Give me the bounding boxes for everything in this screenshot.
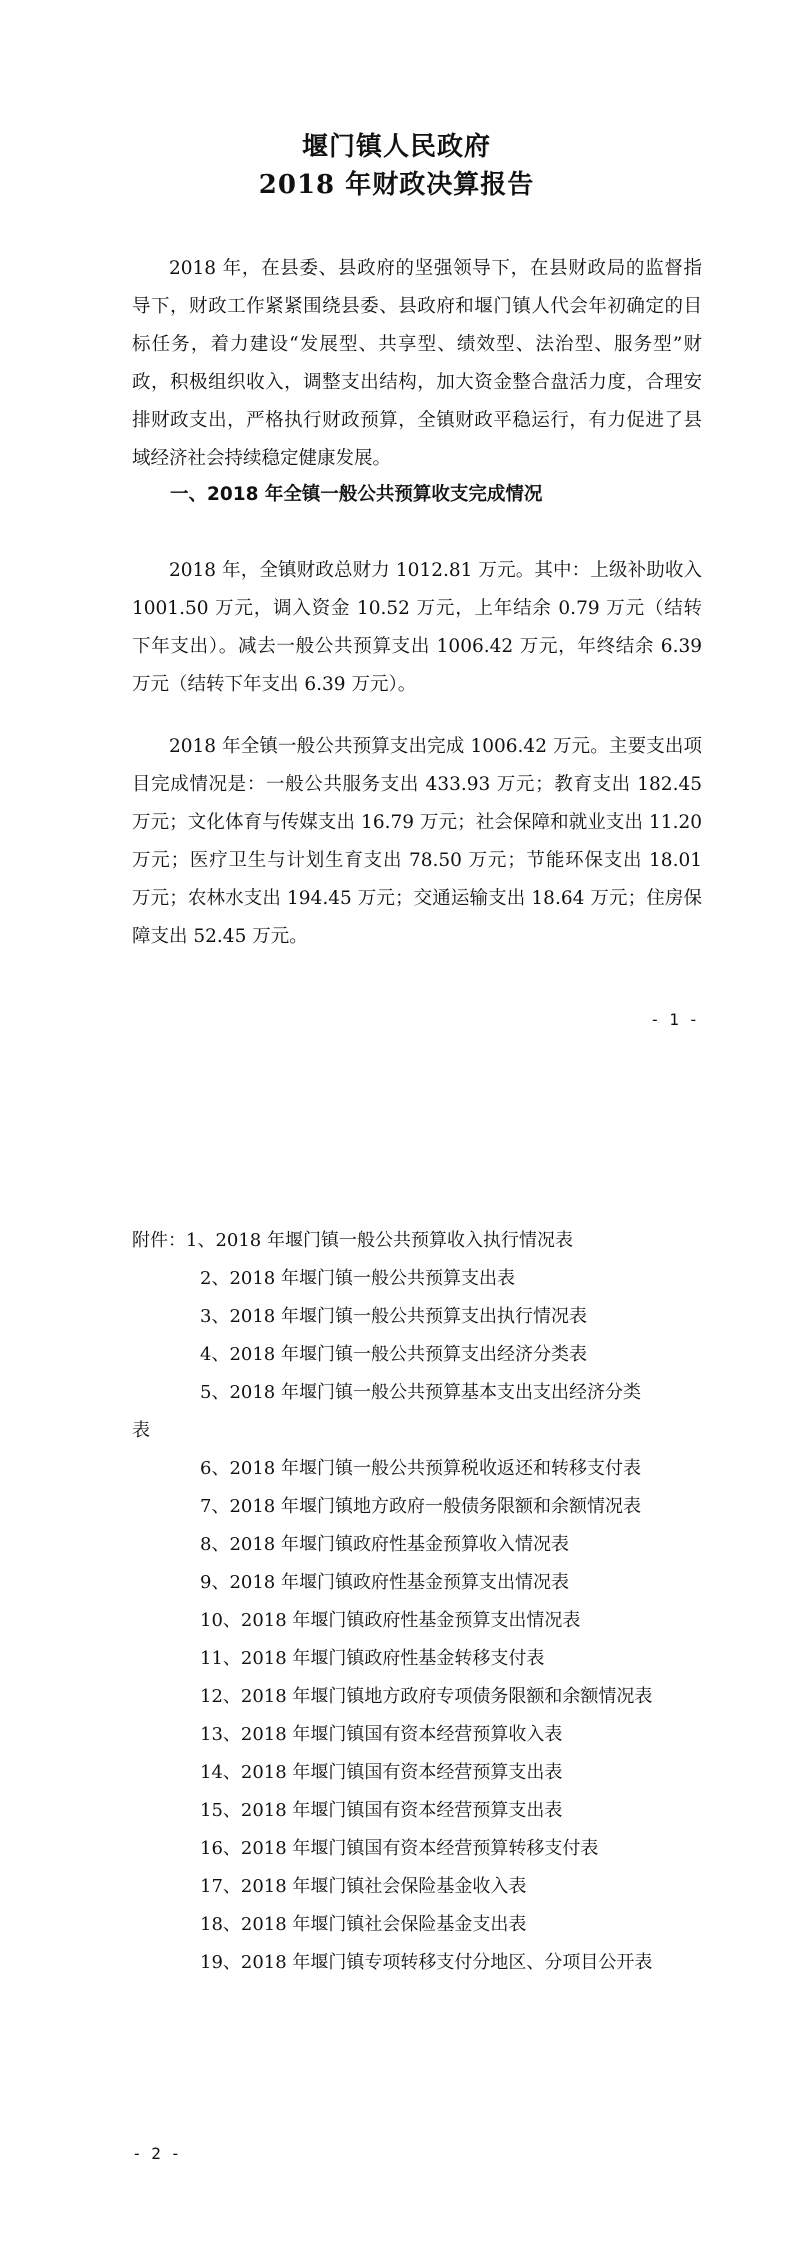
- attachment-item-10: 10、2018 年堰门镇政府性基金预算支出情况表: [200, 1610, 581, 1631]
- attachment-item-11: 11、2018 年堰门镇政府性基金转移支付表: [200, 1648, 545, 1669]
- attachment-item-9: 9、2018 年堰门镇政府性基金预算支出情况表: [200, 1572, 569, 1593]
- attachment-item-8: 8、2018 年堰门镇政府性基金预算收入情况表: [200, 1534, 569, 1555]
- page-number-2: - 2 -: [132, 2144, 181, 2163]
- expenditure-text: 2018 年全镇一般公共预算支出完成 1006.42 万元。主要支出项目完成情况是：一般公共服务支出 433.93 万元；教育支出 182.45 万元；文化体育与传媒支出 16.79 万元；社会保障和就业支出 11.20 万元；医疗卫生与计划生育支出 78.50 万元；节能环保支出 18.01 万元；农林水支出 194.45 万元；交通运输支出 18.64 万元；住房保障支出 52.45 万元。: [132, 736, 702, 947]
- attachment-item-15: 15、2018 年堰门镇国有资本经营预算支出表: [200, 1800, 563, 1821]
- intro-text: 2018 年，在县委、县政府的坚强领导下，在县财政局的监督指导下，财政工作紧紧围绕县委、县政府和堰门镇人代会年初确定的目标任务，着力建设“发展型、共享型、绩效型、法治型、服务型”财政，积极组织收入，调整支出结构，加大资金整合盘活力度，合理安排财政支出，严格执行财政预算，全镇财政平稳运行，有力促进了县域经济社会持续稳定健康发展。: [132, 258, 702, 469]
- report-title-line2: 2018 年财政决算报告: [258, 170, 535, 200]
- attachment-item-16: 16、2018 年堰门镇国有资本经营预算转移支付表: [200, 1838, 599, 1859]
- attachment-item-13: 13、2018 年堰门镇国有资本经营预算收入表: [200, 1724, 563, 1745]
- expenditure-paragraph: [132, 728, 702, 956]
- attachment-item-19: 19、2018 年堰门镇专项转移支付分地区、分项目公开表: [200, 1952, 653, 1973]
- report-title-line1: 堰门镇人民政府: [301, 132, 491, 162]
- report-page-2: [0, 1122, 793, 2244]
- attachment-item-14: 14、2018 年堰门镇国有资本经营预算支出表: [200, 1762, 563, 1783]
- attachment-item-3: 3、2018 年堰门镇一般公共预算支出执行情况表: [200, 1306, 587, 1327]
- section-heading: 一、2018 年全镇一般公共预算收支完成情况: [170, 484, 543, 505]
- attachment-label: 附件：: [132, 1230, 186, 1251]
- attachment-item-17: 17、2018 年堰门镇社会保险基金收入表: [200, 1876, 527, 1897]
- page-number-1: - 1 -: [650, 1010, 699, 1029]
- attachment-item-12: 12、2018 年堰门镇地方政府专项债务限额和余额情况表: [200, 1686, 653, 1707]
- attachment-list: [132, 1222, 722, 1982]
- attachment-item-7: 7、2018 年堰门镇地方政府一般债务限额和余额情况表: [200, 1496, 641, 1517]
- revenue-text: 2018 年，全镇财政总财力 1012.81 万元。其中：上级补助收入 1001.50 万元，调入资金 10.52 万元，上年结余 0.79 万元（结转下年支出）。减去一般公共预算支出 1006.42 万元，年终结余 6.39 万元（结转下年支出 6.39 万元）。: [132, 560, 702, 695]
- attachment-item-18: 18、2018 年堰门镇社会保险基金支出表: [200, 1914, 527, 1935]
- attachment-item-4: 4、2018 年堰门镇一般公共预算支出经济分类表: [200, 1344, 587, 1365]
- attachment-item-5-wrap: 表: [132, 1420, 150, 1441]
- attachment-item-2: 2、2018 年堰门镇一般公共预算支出表: [200, 1268, 515, 1289]
- attachment-text: 1、2018 年堰门镇一般公共预算收入执行情况表: [186, 1230, 573, 1251]
- intro-paragraph: [132, 250, 702, 478]
- revenue-paragraph: [132, 552, 702, 704]
- attachment-item-6: 6、2018 年堰门镇一般公共预算税收返还和转移支付表: [200, 1458, 641, 1479]
- attachment-item-1: [132, 1222, 722, 1260]
- attachment-item-5: 5、2018 年堰门镇一般公共预算基本支出支出经济分类: [200, 1382, 641, 1403]
